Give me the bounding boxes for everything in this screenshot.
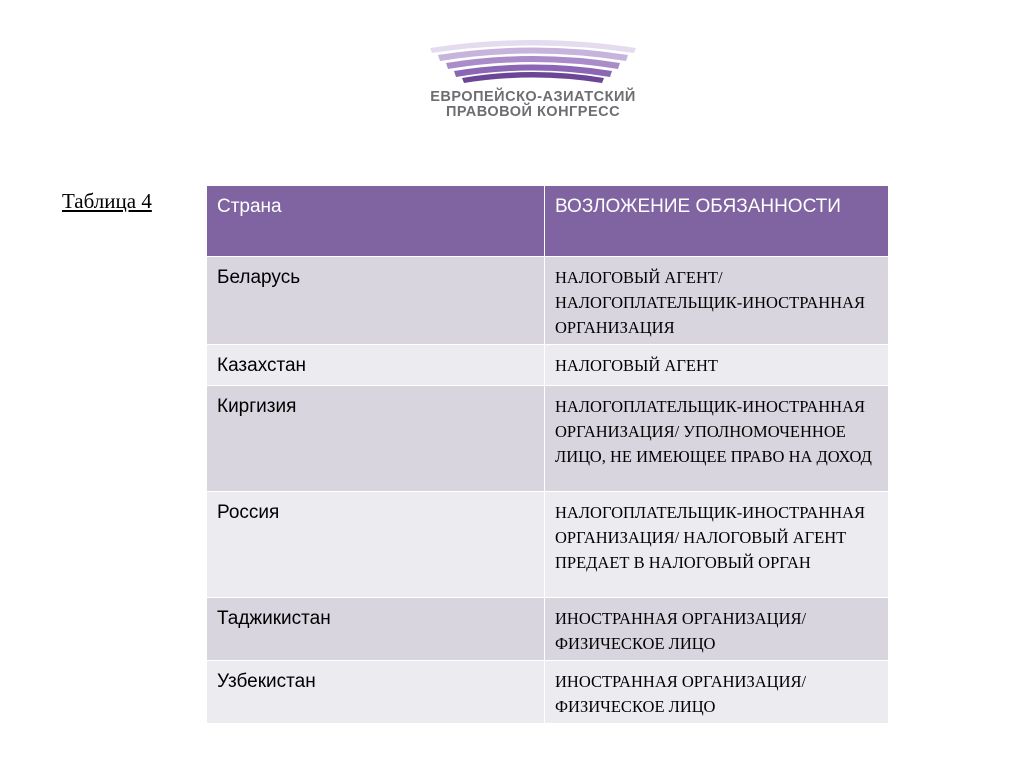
- country-cell: Россия: [207, 492, 545, 598]
- duty-cell: НАЛОГОВЫЙ АГЕНТ: [545, 345, 889, 386]
- table-row: [207, 386, 889, 492]
- duty-cell: НАЛОГОПЛАТЕЛЬЩИК-ИНОСТРАННАЯ ОРГАНИЗАЦИЯ/ УПОЛНОМОЧЕННОЕ ЛИЦО, НЕ ИМЕЮЩЕЕ ПРАВО НА ДОХОД: [545, 386, 889, 492]
- header-country: Страна: [207, 186, 545, 257]
- congress-logo: [388, 36, 678, 120]
- country-cell: Таджикистан: [207, 598, 545, 661]
- table-row: [207, 345, 889, 386]
- country-cell: Казахстан: [207, 345, 545, 386]
- tax-duty-table: [206, 185, 889, 724]
- table-row: [207, 257, 889, 345]
- header-duty: ВОЗЛОЖЕНИЕ ОБЯЗАННОСТИ: [545, 186, 889, 257]
- arch-stripes-icon: [408, 36, 658, 84]
- country-cell: Беларусь: [207, 257, 545, 345]
- table-row: [207, 661, 889, 724]
- duty-cell: НАЛОГОПЛАТЕЛЬЩИК-ИНОСТРАННАЯ ОРГАНИЗАЦИЯ/ НАЛОГОВЫЙ АГЕНТ ПРЕДАЕТ В НАЛОГОВЫЙ ОРГАН: [545, 492, 889, 598]
- country-cell: Узбекистан: [207, 661, 545, 724]
- table-row: [207, 598, 889, 661]
- logo-title-line-1: ЕВРОПЕЙСКО-АЗИАТСКИЙ: [430, 89, 636, 105]
- table-header-row: [207, 186, 889, 257]
- logo-stripe-5: [462, 72, 604, 83]
- country-cell: Киргизия: [207, 386, 545, 492]
- duty-cell: ИНОСТРАННАЯ ОРГАНИЗАЦИЯ/ ФИЗИЧЕСКОЕ ЛИЦО: [545, 598, 889, 661]
- logo-title-line-2: ПРАВОВОЙ КОНГРЕСС: [445, 104, 621, 120]
- table-row: [207, 492, 889, 598]
- duty-cell: ИНОСТРАННАЯ ОРГАНИЗАЦИЯ/ ФИЗИЧЕСКОЕ ЛИЦО: [545, 661, 889, 724]
- table-caption: Таблица 4: [62, 189, 152, 213]
- duty-cell: НАЛОГОВЫЙ АГЕНТ/ НАЛОГОПЛАТЕЛЬЩИК-ИНОСТРАННАЯ ОРГАНИЗАЦИЯ: [545, 257, 889, 345]
